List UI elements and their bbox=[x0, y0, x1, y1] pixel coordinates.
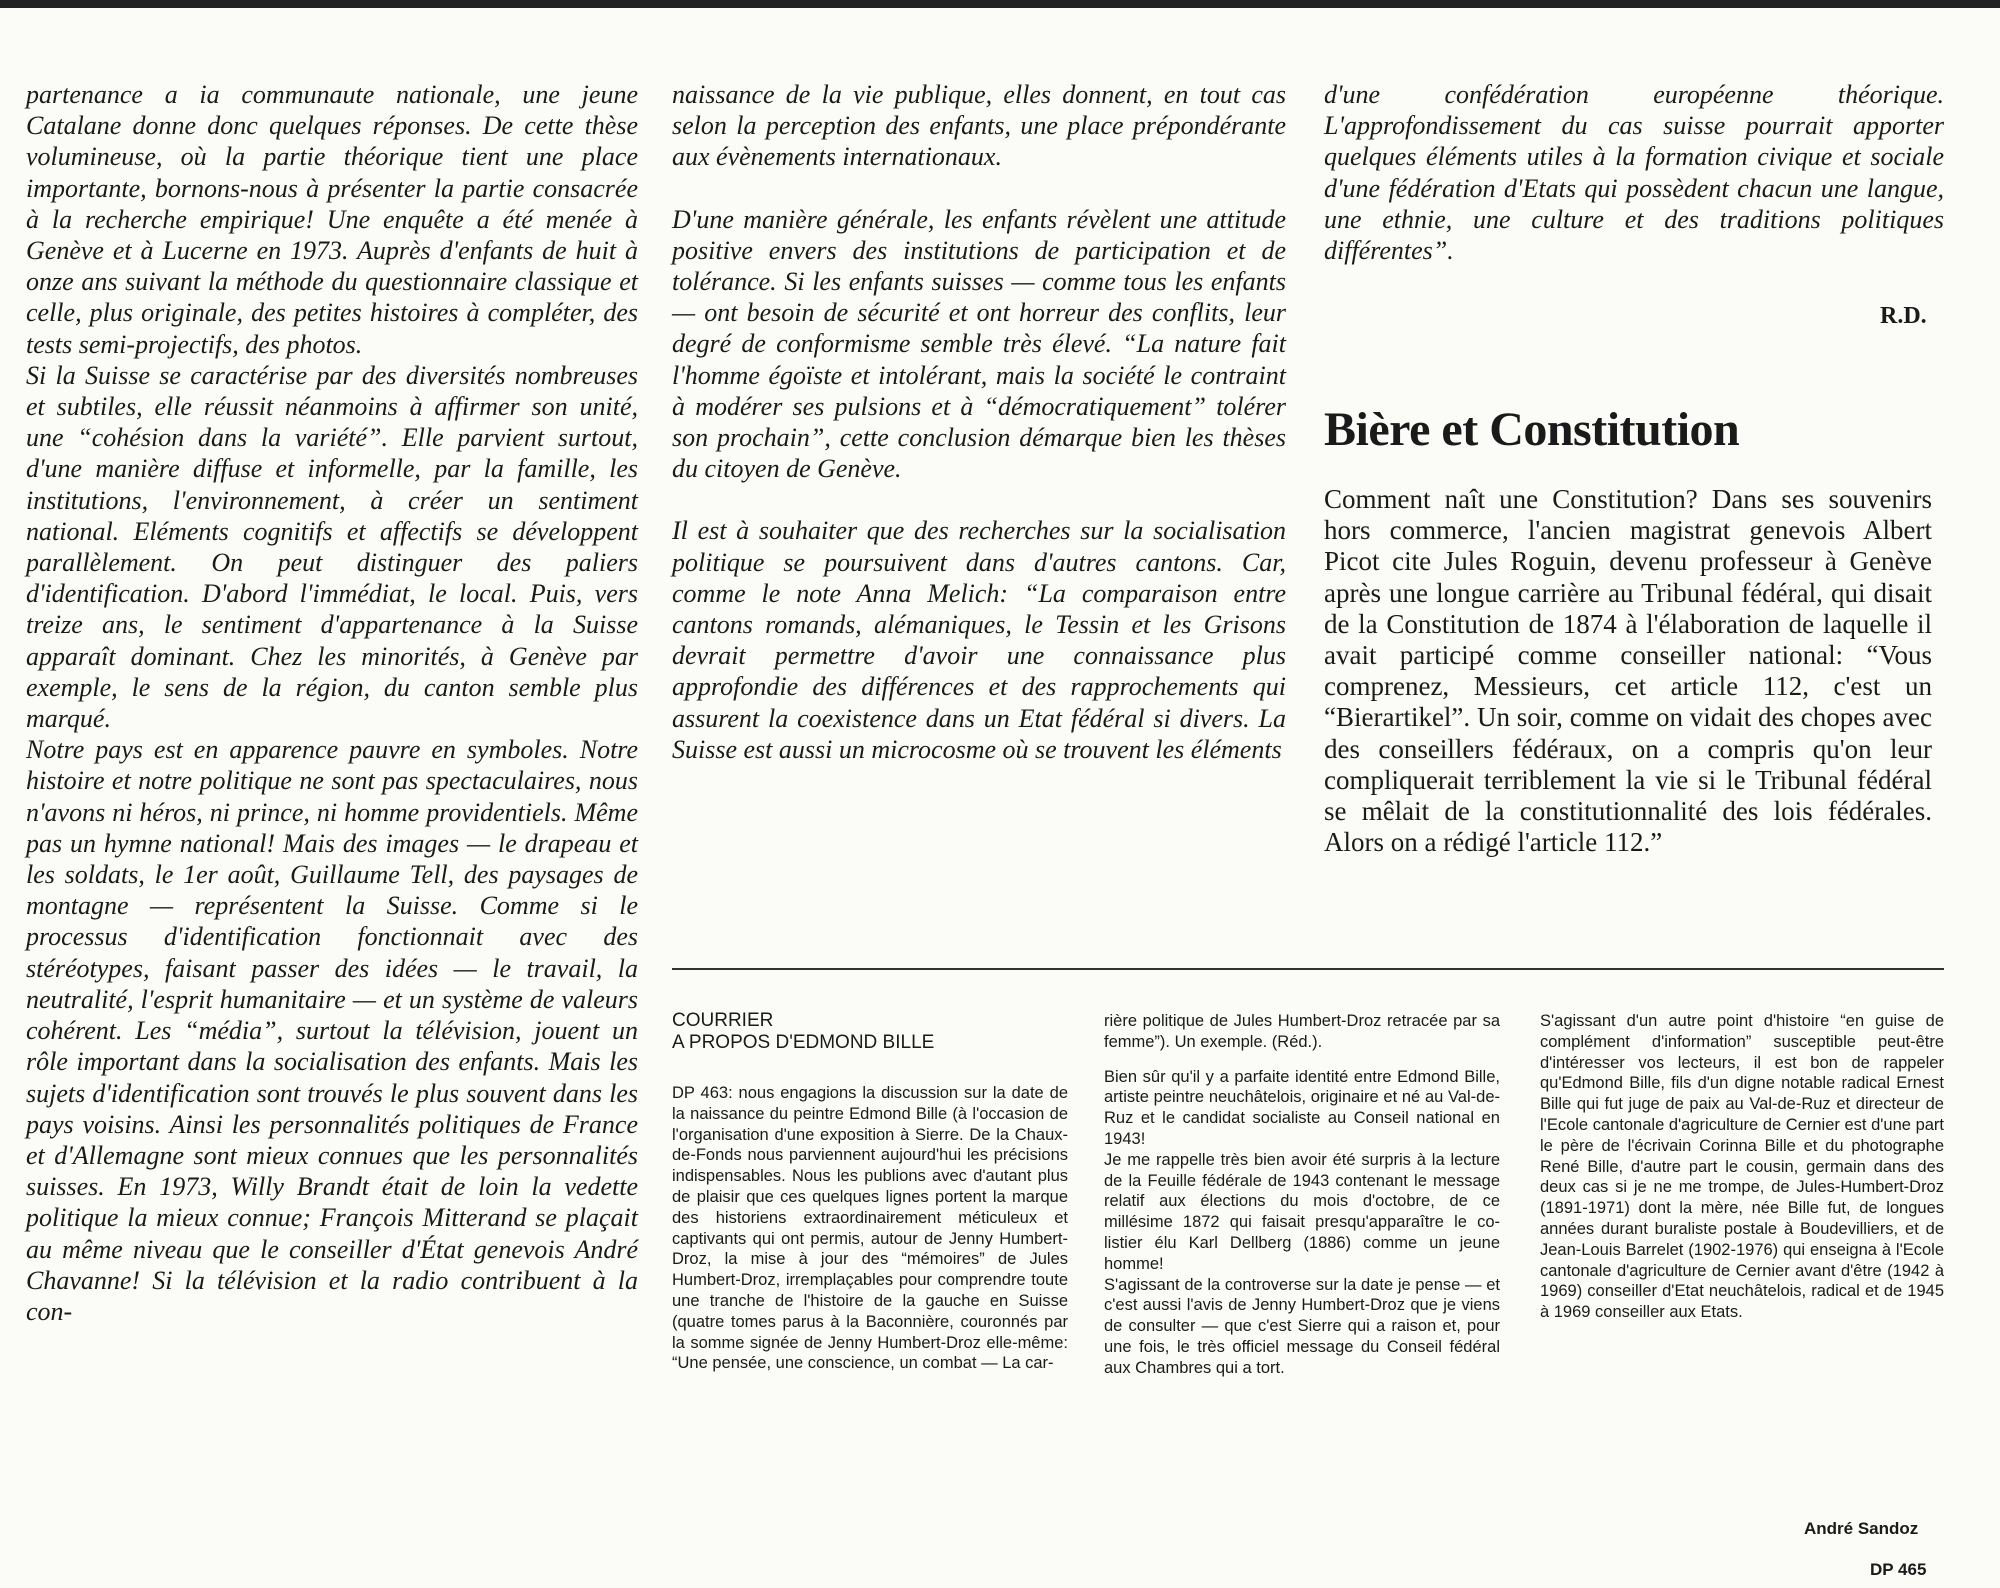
essay-paragraph: naissance de la vie publique, elles donnent, en tout cas selon la perception des enfants, une place prépondérante aux évènements internationaux. bbox=[672, 80, 1286, 172]
courrier-column-1 bbox=[672, 1083, 1068, 1374]
essay-column-1 bbox=[26, 79, 638, 1579]
article-body bbox=[1324, 484, 1932, 858]
courrier-paragraph: S'agissant de la controverse sur la date je pense — et c'est aussi l'avis de Jenny Humbert-Droz que je viens de consulter — que c'est Sierre qui a raison et, pour une fois, le très officiel message du Conseil fédéral aux Chambres qui a tort. bbox=[1104, 1275, 1500, 1377]
essay-paragraph: D'une manière générale, les enfants révèlent une attitude positive envers des institutions de participation et de tolérance. Si les enfants suisses — comme tous les enfants — ont besoin de sécurité et ont horreur des conflits, leur degré de conformisme semble très élevé. “La nature fait l'homme égoïste et intolérant, mais la société le contraint à modérer ses pulsions et à “démocratiquement” tolérer son prochain”, cette conclusion démarque bien les thèses du citoyen de Genève. bbox=[672, 204, 1286, 484]
courrier-paragraph: rière politique de Jules Humbert-Droz retracée par sa femme”). Un exemple. (Réd.). bbox=[1104, 1012, 1500, 1051]
courrier-column-2 bbox=[1104, 1011, 1500, 1379]
essay-paragraph: Notre pays est en apparence pauvre en symboles. Notre histoire et notre politique ne sont pas spectaculaires, nous n'avons ni héros, ni prince, ni homme providentiels. Même pas un hymne national! Mais des images — le drapeau et les soldats, le 1er août, Guillaume Tell, des paysages de montagne — représentent la Suisse. Comme si le processus d'identification fonctionnait avec des stéréotypes, faisant passer des idées — le travail, la neutralité, l'esprit humanitaire — et un système de valeurs cohérent. Les “média”, surtout la télévision, jouent un rôle important dans la socialisation des enfants. Mais les sujets d'identification sont trouvés le plus souvent dans les pays voisins. Ainsi les personnalités politiques de France et d'Allemagne sont mieux connues que les personnalités suisses. En 1973, Willy Brandt était de loin la vedette politique la mieux connue; François Mitterand se plaçait au même niveau que le conseiller d'État genevois André Chavanne! Si la télévision et la radio contribuent à la con- bbox=[26, 735, 638, 1326]
courrier-paragraph: S'agissant d'un autre point d'histoire “en guise de complément d'information” susceptible peut-être d'intéresser vos lecteurs, il est bon de rappeler qu'Edmond Bille, fils d'un digne notable radical Ernest Bille qui fut juge de paix au Val-de-Ruz et directeur de l'Ecole cantonale d'agriculture de Cernier est d'une part le père de l'écrivain Corinna Bille et du photographe René Bille, d'autre part le cousin, germain dans des deux cas si je ne me trompe, de Jules-Humbert-Droz (1891-1971) dont la mère, née Bille fut, de longues années durant buraliste postale à Boudevilliers, et de Jean-Louis Barrelet (1902-1976) qui enseigna à l'Ecole cantonale d'agriculture de Cernier avant d'être (1942 à 1969) conseiller d'Etat neuchâtelois, radical et de 1945 à 1969 conseiller aux Etats. bbox=[1540, 1012, 1944, 1322]
courrier-paragraph: Je me rappelle très bien avoir été surpris à la lecture de la Feuille fédérale de 1943 contenant le message relatif aux élections du mois d'octobre, de ce millésime 1872 qui faisait presqu'apparaître le co-listier élu Karl Dellberg (1886) comme un jeune homme! bbox=[1104, 1150, 1500, 1273]
courrier-heading bbox=[672, 1010, 1072, 1054]
essay-paragraph: Il est à souhaiter que des recherches sur la socialisation politique se poursuivent dans d'autres cantons. Car, comme le note Anna Melich: “La comparaison entre cantons romands, alémaniques, le Tessin et les Grisons devrait permettre d'avoir une connaissance plus approfondie des différences et des rapprochements qui assurent la coexistence dans un Etat fédéral si divers. La Suisse est aussi un microcosme où se trouvent les éléments bbox=[672, 516, 1286, 764]
top-border bbox=[0, 0, 2000, 8]
essay-column-2 bbox=[672, 79, 1286, 765]
section-divider bbox=[672, 968, 1944, 970]
article-paragraph: Comment naît une Constitution? Dans ses souvenirs hors commerce, l'ancien magistrat genevois Albert Picot cite Jules Roguin, devenu professeur à Genève après une longue carrière au Tribunal fédéral, qui disait de la Constitution de 1874 à l'élaboration de laquelle il avait participé comme conseiller national: “Vous comprenez, Messieurs, cet article 112, c'est un “Bierartikel”. Un soir, comme on vidait des chopes avec des conseillers fédéraux, on a compris qu'on leur compliquerait terriblement la vie si le Tribunal fédéral se mêlait de la constitutionnalité des lois fédérales. Alors on a rédigé l'article 112.” bbox=[1324, 484, 1932, 858]
courrier-heading-line: COURRIER bbox=[672, 1010, 774, 1031]
essay-signature: R.D. bbox=[1880, 303, 1927, 329]
essay-column-3 bbox=[1324, 79, 1944, 266]
courrier-heading-line: A PROPOS D'EDMOND BILLE bbox=[672, 1032, 935, 1053]
courrier-column-3 bbox=[1540, 1011, 1944, 1323]
courrier-signature: André Sandoz bbox=[1804, 1519, 1919, 1538]
courrier-paragraph: DP 463: nous engagions la discussion sur la date de la naissance du peintre Edmond Bille (à l'occasion de l'organisation d'une exposition à Sierre. De la Chaux-de-Fonds nous parviennent aujourd'hui les précisions indispensables. Nous les publions avec d'autant plus de plaisir que ces quelques lignes portent la marque des historiens extraordinairement méticuleux et captivants qui ont permis, autour de Jenny Humbert-Droz, la mise à jour des “mémoires” de Jules Humbert-Droz, irremplaçables pour comprendre toute une tranche de l'histoire de la gauche en Suisse (quatre tomes parus à la Baconnière, couronnés par la somme signée de Jenny Humbert-Droz elle-même: “Une pensée, une conscience, un combat — La car- bbox=[672, 1084, 1068, 1373]
article-title: Bière et Constitution bbox=[1324, 403, 1740, 456]
essay-paragraph: d'une confédération européenne théorique. L'approfondissement du cas suisse pourrait apporter quelques éléments utiles à la formation civique et sociale d'une fédération d'Etats qui possèdent chacun une langue, une ethnie, une culture et des traditions politiques différentes”. bbox=[1324, 80, 1944, 266]
courrier-paragraph: Bien sûr qu'il y a parfaite identité entre Edmond Bille, artiste peintre neuchâtelois, originaire et né au Val-de-Ruz et le candidat socialiste au Conseil national en 1943! bbox=[1104, 1067, 1500, 1148]
essay-paragraph: Si la Suisse se caractérise par des diversités nombreuses et subtiles, elle réussit néanmoins à affirmer son unité, une “cohésion dans la variété”. Elle parvient surtout, d'une manière diffuse et informelle, par la famille, les institutions, l'environnement, à créer un sentiment national. Eléments cognitifs et affectifs se développent parallèlement. On peut distinguer des paliers d'identification. D'abord l'immédiat, le local. Puis, vers treize ans, le sentiment d'appartenance à la Suisse apparaît dominant. Chez les minorités, à Genève par exemple, le sens de la région, du canton semble plus marqué. bbox=[26, 360, 638, 734]
essay-paragraph: partenance a ia communaute nationale, une jeune Catalane donne donc quelques réponses. De cette thèse volumineuse, où la partie théorique tient une place importante, bornons-nous à présenter la partie consacrée à la recherche empirique! Une enquête a été menée à Genève et à Lucerne en 1973. Auprès d'enfants de huit à onze ans suivant la méthode du questionnaire classique et celle, plus originale, des petites histoires à compléter, des tests semi-projectifs, des photos. bbox=[26, 80, 638, 359]
page-number: DP 465 bbox=[1870, 1560, 1927, 1579]
